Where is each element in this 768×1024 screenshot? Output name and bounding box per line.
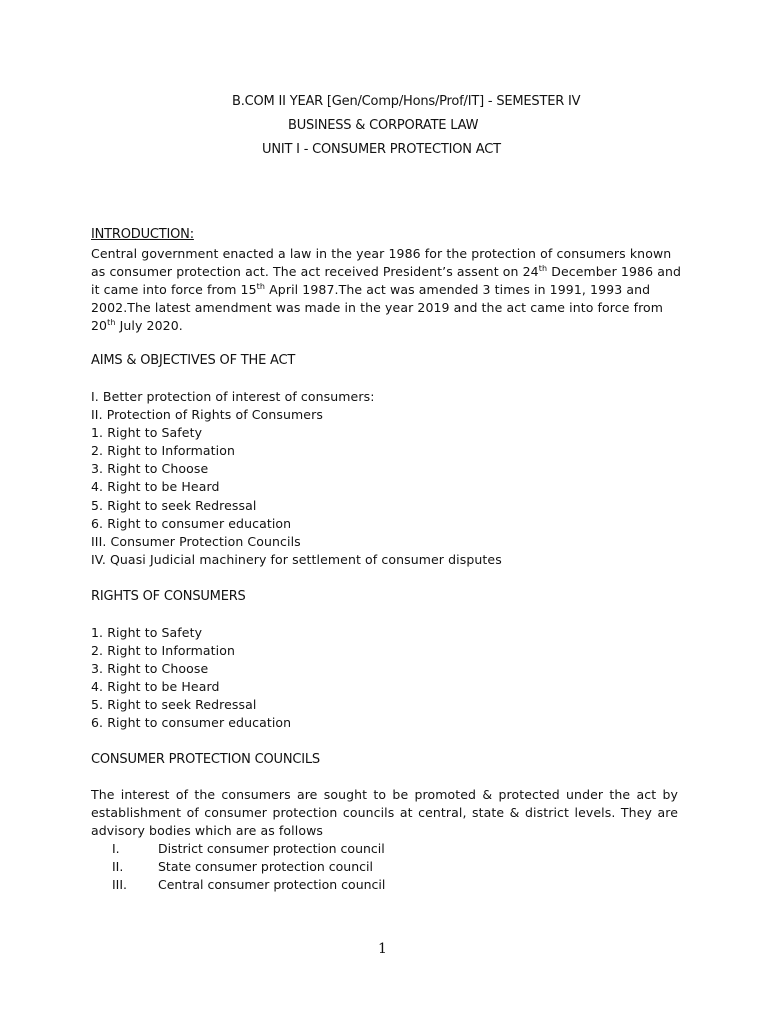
- intro-sup-c: th: [107, 317, 116, 327]
- intro-text-a: Central government enacted a law in the year 1986 for the protection of consumers known as consumer protection act. The act received President’s assent on 24: [91, 246, 672, 279]
- list-item-label: Central consumer protection council: [158, 877, 386, 893]
- list-item: 3. Right to Choose: [91, 661, 209, 677]
- list-item: 4. Right to be Heard: [91, 679, 220, 695]
- councils-heading: CONSUMER PROTECTION COUNCILS: [91, 752, 320, 767]
- intro-sup-b: th: [256, 281, 266, 291]
- list-item-number: II.: [112, 859, 124, 875]
- unit-header: UNIT I - CONSUMER PROTECTION ACT: [262, 142, 501, 157]
- rights-heading: RIGHTS OF CONSUMERS: [91, 589, 246, 604]
- list-item: 2. Right to Information: [91, 643, 235, 659]
- councils-paragraph: The interest of the consumers are sought to be promoted & protected under the act by establishment of consumer protection councils at central, state & district levels. They are advisory bodies which are as follows: [91, 787, 678, 838]
- list-item-number: I.: [112, 841, 120, 856]
- subject-header: BUSINESS & CORPORATE LAW: [288, 118, 479, 133]
- intro-sup-a: th: [538, 263, 548, 273]
- list-item-label: State consumer protection council: [158, 859, 373, 875]
- page-number: 1: [378, 941, 387, 957]
- list-item: [112, 840, 385, 858]
- list-item: [112, 858, 385, 876]
- intro-text-c: April 1987.The act was amended 3 times in 1991, 1993 and 2002.The latest amendment was made in the year 2019 and the act came into force from 20: [91, 282, 664, 333]
- list-item: 4. Right to be Heard: [91, 479, 220, 495]
- list-item: II. Protection of Rights of Consumers: [91, 407, 323, 423]
- list-item: 3. Right to Choose: [91, 461, 209, 477]
- intro-text-d: July 2020.: [115, 318, 183, 333]
- course-header: B.COM II YEAR [Gen/Comp/Hons/Prof/IT] - SEMESTER IV: [232, 94, 581, 109]
- list-item: IV. Quasi Judicial machinery for settlement of consumer disputes: [91, 551, 502, 567]
- list-item: I. Better protection of interest of consumers:: [91, 389, 375, 404]
- list-item-label: District consumer protection council: [158, 841, 385, 856]
- list-item: 6. Right to consumer education: [91, 715, 292, 731]
- aims-list: [91, 388, 502, 569]
- list-item: 1. Right to Safety: [91, 425, 203, 441]
- introduction-paragraph: [91, 245, 681, 335]
- list-item-number: III.: [112, 877, 128, 893]
- councils-list: [112, 840, 385, 895]
- intro-text-b: December 1986 and it came into force from 15: [91, 264, 682, 297]
- introduction-heading: INTRODUCTION:: [91, 227, 194, 242]
- list-item: 5. Right to seek Redressal: [91, 697, 257, 713]
- list-item: 6. Right to consumer education: [91, 515, 292, 531]
- rights-list: [91, 624, 291, 733]
- list-item: 5. Right to seek Redressal: [91, 497, 257, 513]
- aims-heading: AIMS & OBJECTIVES OF THE ACT: [91, 353, 296, 368]
- list-item: 2. Right to Information: [91, 443, 235, 459]
- list-item: [112, 876, 385, 894]
- list-item: III. Consumer Protection Councils: [91, 533, 301, 549]
- list-item: 1. Right to Safety: [91, 625, 203, 640]
